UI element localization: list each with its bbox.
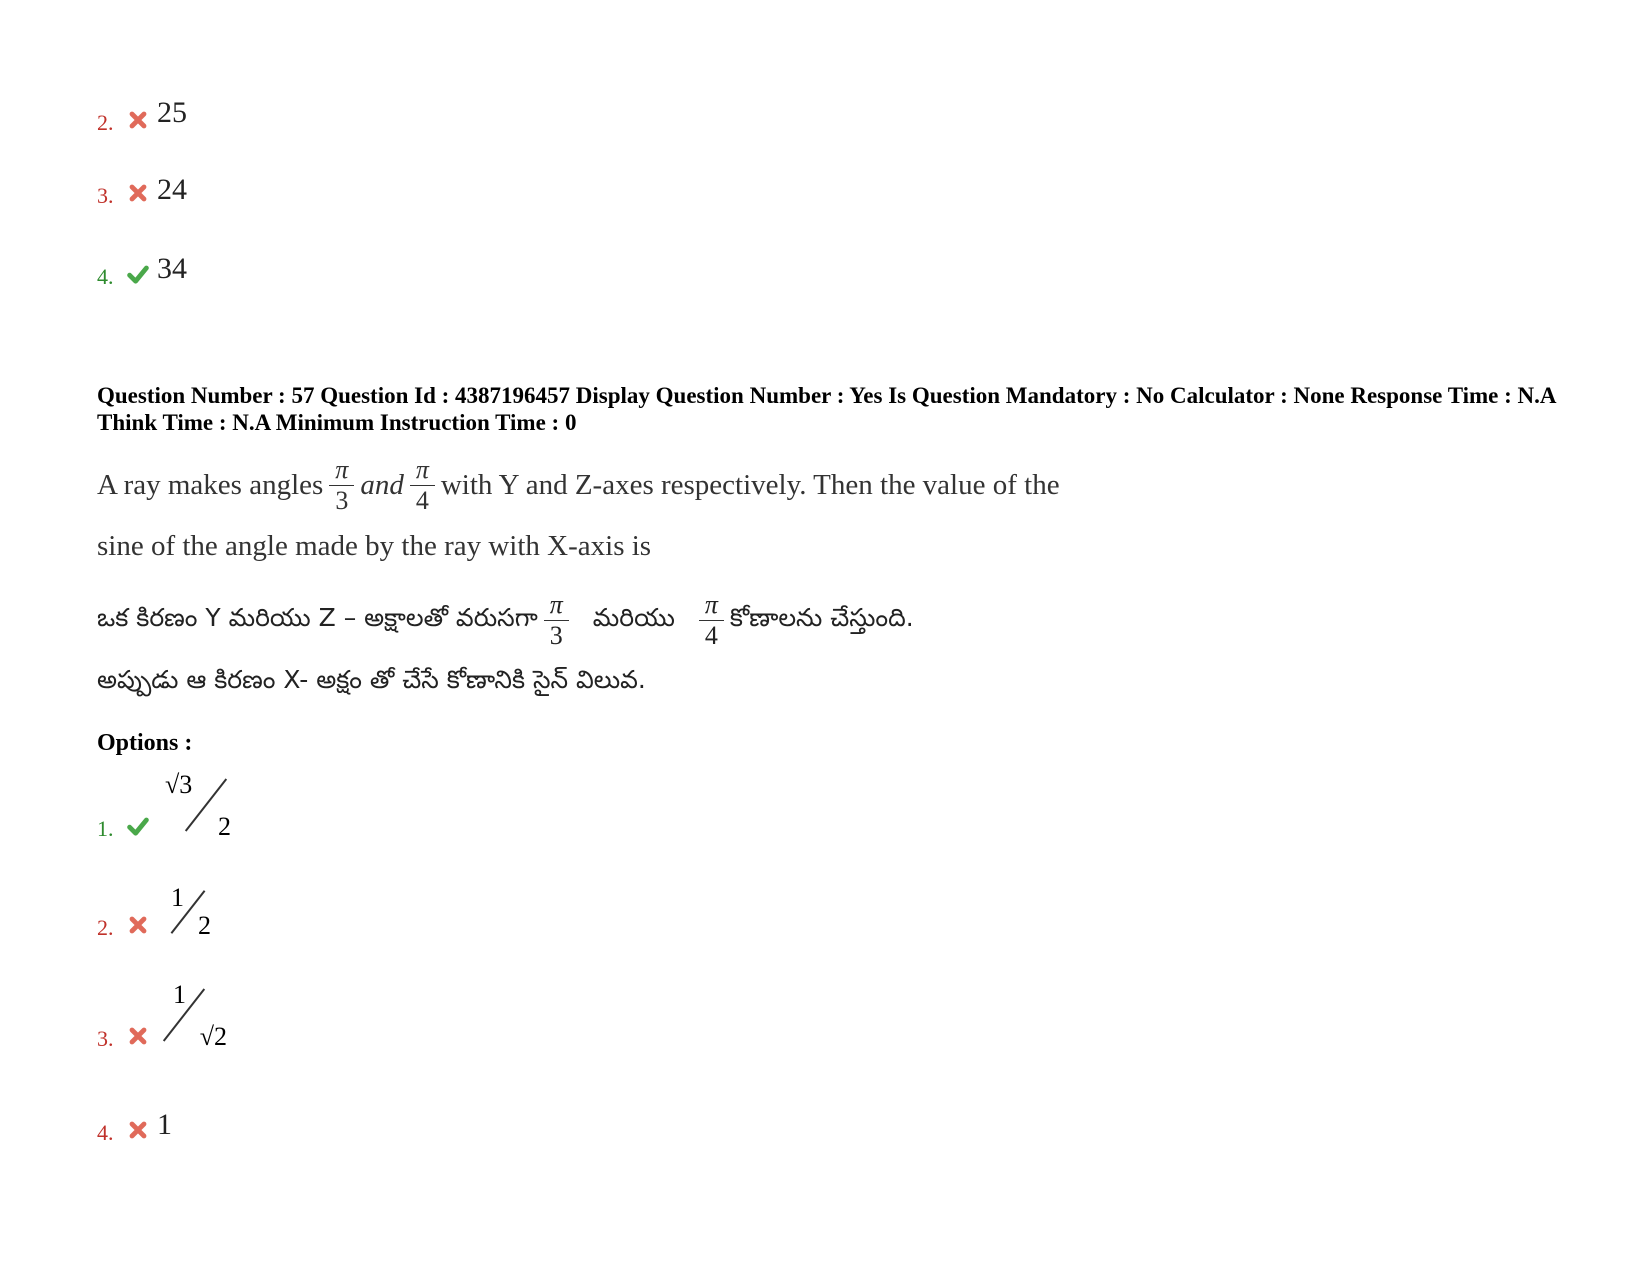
question-text-part: A ray makes angles xyxy=(97,469,324,501)
fraction-denominator: 4 xyxy=(415,486,429,515)
option-number: 2. xyxy=(97,110,114,135)
cross-icon xyxy=(125,913,151,937)
option-value: 25 xyxy=(157,96,187,129)
option-number: 3. xyxy=(97,1026,114,1051)
fraction-numerator: 1 xyxy=(171,883,184,912)
fraction-denominator: 3 xyxy=(335,486,349,515)
fraction-denominator: 2 xyxy=(198,911,211,940)
question-text-te-line2: అప్పుడు ఆ కిరణం X- అక్షం తో చేసే కోణానికి సైన్ విలువ. xyxy=(97,665,646,694)
fraction-numerator: π xyxy=(329,455,354,486)
option-value: 1 xyxy=(157,1108,172,1141)
fraction-1-over-2 xyxy=(165,883,215,941)
question-meta: Question Number : 57 Question Id : 4387196457 Display Question Number : Yes Is Question Mandatory : No Calculator : None Response Time : N.A Think Time : N.A Minimum Instruction Time : 0 xyxy=(97,383,1556,435)
prev-option-3 xyxy=(97,173,187,209)
cross-icon xyxy=(125,1024,151,1048)
fraction-pi-over-3 xyxy=(544,590,569,651)
prev-option-2 xyxy=(97,96,187,136)
cross-icon xyxy=(125,108,151,132)
option-4 xyxy=(97,1108,172,1146)
question-text-part: ఒక కిరణం Y మరియు Z – అక్షాలతో వరుసగా xyxy=(97,602,538,632)
fraction-denominator: √2 xyxy=(199,1022,227,1051)
fraction-numerator: π xyxy=(699,590,724,621)
fraction-denominator: 3 xyxy=(549,621,563,650)
fraction-pi-over-4 xyxy=(410,455,435,516)
fraction-numerator: √3 xyxy=(165,770,193,799)
options-label: Options : xyxy=(97,730,193,756)
fraction-denominator: 2 xyxy=(218,812,231,841)
question-text-part: with Y and Z-axes respectively. Then the value of the xyxy=(440,469,1060,501)
prev-option-4 xyxy=(97,252,187,290)
and-word: and xyxy=(360,469,404,501)
option-number: 3. xyxy=(97,183,114,208)
fraction-1-over-sqrt2 xyxy=(161,980,231,1052)
check-icon xyxy=(125,814,151,838)
option-value: 24 xyxy=(157,173,187,206)
question-text-part: మరియు xyxy=(592,602,675,632)
question-text-te-line1 xyxy=(97,590,914,651)
cross-icon xyxy=(125,181,151,205)
cross-icon xyxy=(125,1118,151,1142)
fraction-pi-over-4 xyxy=(699,590,724,651)
question-text-part: కోణాలను చేస్తుంది. xyxy=(729,602,914,632)
fraction-sqrt3-over-2 xyxy=(165,770,235,842)
fraction-denominator: 4 xyxy=(704,621,718,650)
fraction-pi-over-3 xyxy=(329,455,354,516)
option-number: 4. xyxy=(97,1120,114,1145)
option-value: 34 xyxy=(157,252,187,285)
fraction-numerator: π xyxy=(544,590,569,621)
question-text-en-line1 xyxy=(97,455,1060,516)
option-3 xyxy=(97,980,231,1052)
option-1 xyxy=(97,770,235,842)
check-icon xyxy=(125,262,151,286)
question-text-en-line2: sine of the angle made by the ray with X-axis is xyxy=(97,530,652,562)
option-number: 4. xyxy=(97,264,114,289)
option-number: 1. xyxy=(97,816,114,841)
fraction-numerator: π xyxy=(410,455,435,486)
option-number: 2. xyxy=(97,915,114,940)
option-2 xyxy=(97,883,215,941)
fraction-numerator: 1 xyxy=(173,980,186,1009)
